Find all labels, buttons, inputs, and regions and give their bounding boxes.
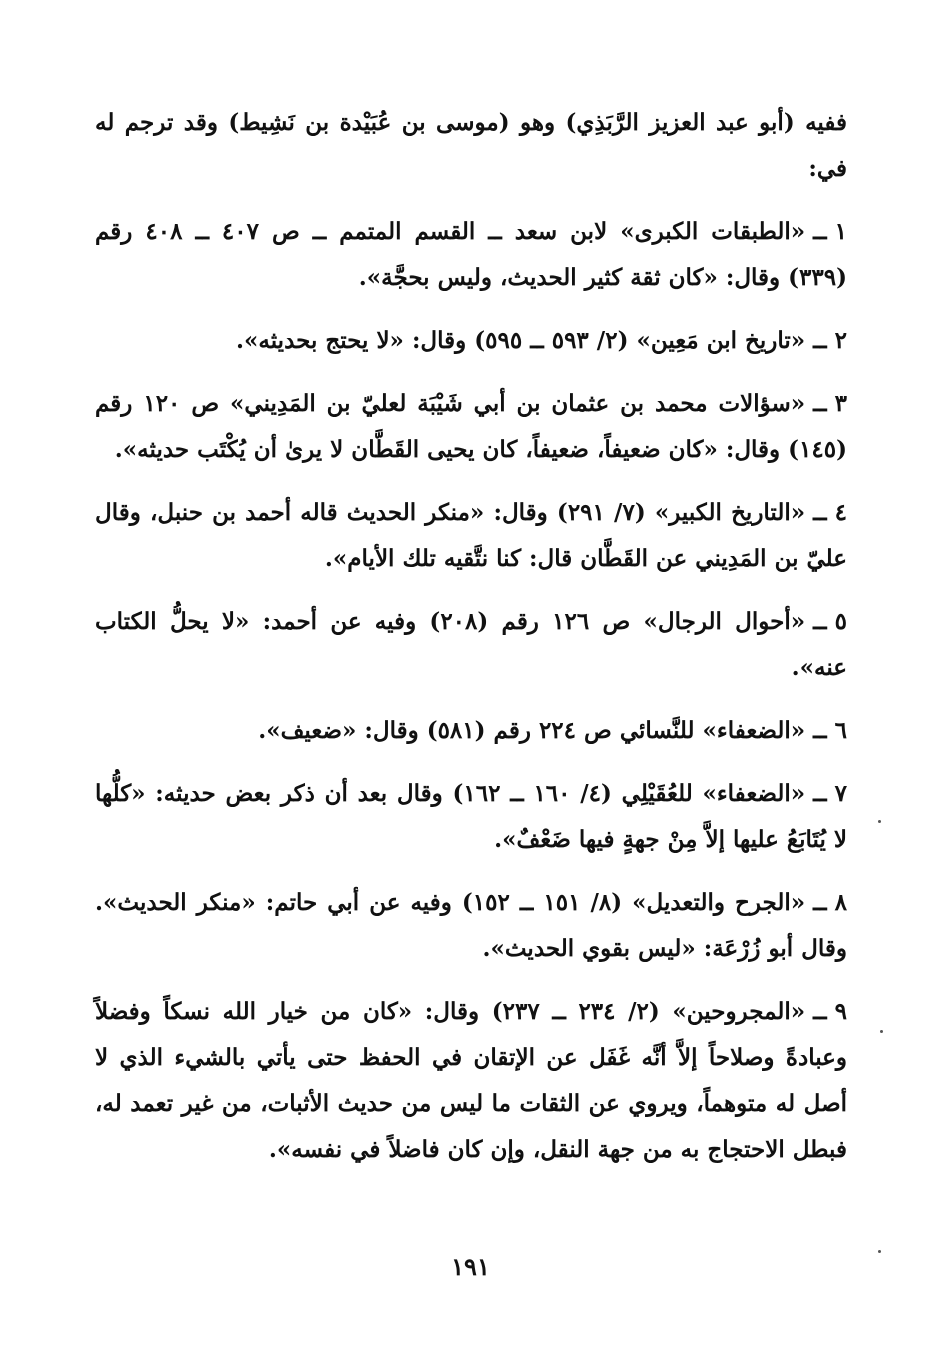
- entry-dash: ــ: [813, 889, 827, 916]
- entry-number: ١: [834, 218, 848, 245]
- list-item: [95, 490, 847, 582]
- entry-dash: ــ: [813, 608, 827, 635]
- entry-dash: ــ: [813, 998, 827, 1025]
- entry-text: «المجروحين» (٢/ ٢٣٤ ــ ٢٣٧) وقال: «كان من خيار الله نسكاً وفضلاً وعبادةً وصلاحاً إلاَّ أنَّه غَفَل عن الإتقان في الحفظ حتى يأتي بالشيء الذي لا أصل له متوهماً، ويروي عن الثقات ما ليس من حديث الأثبات، من غير تعمد له، فبطل الاحتجاج به من جهة النقل، وإن كان فاضلاً في نفسه».: [95, 998, 847, 1163]
- entry-number: ٣: [834, 390, 847, 417]
- entry-text: «الطبقات الكبرى» لابن سعد ــ القسم المتمم ــ ص ٤٠٧ ــ ٤٠٨ رقم (٣٣٩) وقال: «كان ثقة كثير الحديث، وليس بحجَّة».: [95, 218, 847, 291]
- list-item: [95, 318, 847, 364]
- entry-dash: ــ: [813, 717, 827, 744]
- list-item: [95, 381, 847, 473]
- list-item: [95, 599, 847, 691]
- entry-text: «التاريخ الكبير» (٧/ ٢٩١) وقال: «منكر الحديث قاله أحمد بن حنبل، وقال عليّ بن المَدِيني عن القَطَّان قال: كنا نتَّقيه تلك الأيام».: [95, 499, 847, 572]
- scan-speck: [878, 1250, 881, 1253]
- list-item: [95, 209, 847, 301]
- entry-number: ٧: [834, 780, 847, 807]
- entry-dash: ــ: [813, 780, 827, 807]
- scan-speck: [880, 1030, 883, 1033]
- entry-number: ٦: [834, 717, 847, 744]
- entry-text: «سؤالات محمد بن عثمان بن أبي شَيْبَة لعليّ بن المَدِيني» ص ١٢٠ رقم (١٤٥) وقال: «كان ضعيفاً، ضعيفاً، كان يحيى القَطَّان لا يرىٰ أن يُكْتَب حديثه».: [95, 390, 847, 463]
- entry-dash: ــ: [813, 327, 827, 354]
- list-item: [95, 708, 847, 754]
- entry-dash: ــ: [813, 499, 827, 526]
- intro-paragraph: ففيه (أبو عبد العزيز الرَّبَذِي) وهو (موسى بن عُبَيْدة بن نَشِيط) وقد ترجم له في:: [95, 109, 848, 182]
- entry-number: ٤: [834, 499, 847, 526]
- entry-number: ٩: [834, 998, 847, 1025]
- entry-text: «أحوال الرجال» ص ١٢٦ رقم (٢٠٨) وفيه عن أحمد: «لا يحلُّ الكتاب عنه».: [95, 608, 847, 681]
- entry-text: «الضعفاء» للنَّسائي ص ٢٢٤ رقم (٥٨١) وقال: «ضعيف».: [258, 717, 806, 744]
- list-item: [95, 989, 847, 1173]
- entry-dash: ــ: [813, 390, 827, 417]
- entry-text: «الضعفاء» للعُقَيْلِي (٤/ ١٦٠ ــ ١٦٢) وقال بعد أن ذكر بعض حديثه: «كلُّها لا يُتَابَعُ عليها إلاَّ مِنْ جهةٍ فيها ضَعْفٌ».: [95, 780, 847, 853]
- entry-text: «الجرح والتعديل» (٨/ ١٥١ ــ ١٥٢) وفيه عن أبي حاتم: «منكر الحديث». وقال أبو زُرْعَة: «ليس بقوي الحديث».: [95, 889, 847, 962]
- page-body: [95, 100, 847, 1190]
- list-item: [95, 771, 847, 863]
- list-item: [95, 880, 847, 972]
- entry-number: ٨: [834, 889, 847, 916]
- entry-number: ٢: [834, 327, 847, 354]
- page-number: ١٩١: [451, 1252, 490, 1281]
- entry-number: ٥: [834, 608, 847, 635]
- scan-speck: [878, 820, 881, 823]
- entry-dash: ــ: [813, 218, 827, 245]
- entry-text: «تاريخ ابن مَعِين» (٢/ ٥٩٣ ــ ٥٩٥) وقال: «لا يحتج بحديثه».: [236, 327, 806, 354]
